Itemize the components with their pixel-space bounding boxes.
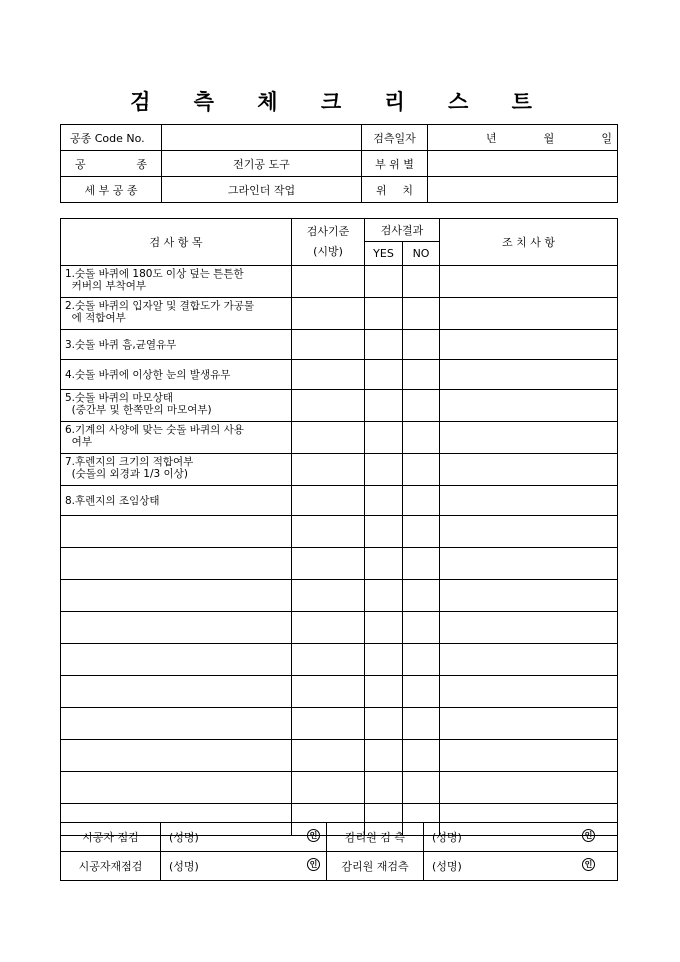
col-header-standard-2: (시방): [313, 245, 343, 258]
action-cell[interactable]: [440, 580, 618, 612]
code-no-label: 공종 Code No.: [61, 125, 162, 151]
standard-cell[interactable]: [292, 580, 365, 612]
no-cell[interactable]: [403, 390, 440, 422]
item-line-1: 2.숫돌 바퀴의 입자알 및 결합도가 가공물: [65, 300, 254, 312]
table-row: [61, 708, 618, 740]
name-label: (성명): [432, 831, 462, 844]
no-cell[interactable]: [403, 708, 440, 740]
col-header-item: 검 사 항 목: [61, 219, 292, 266]
inspection-item: [61, 580, 292, 612]
signature-table: [60, 822, 618, 881]
standard-cell[interactable]: [292, 360, 365, 390]
header-table: [60, 124, 618, 203]
action-cell[interactable]: [440, 266, 618, 298]
table-row: [61, 266, 618, 298]
action-cell[interactable]: [440, 486, 618, 516]
item-line-2: (중간부 및 한쪽만의 마모여부): [65, 404, 212, 416]
action-cell[interactable]: [440, 676, 618, 708]
table-row: [61, 298, 618, 330]
contractor-recheck-sign[interactable]: [161, 852, 327, 881]
action-cell[interactable]: [440, 516, 618, 548]
item-line-1: 1.숫돌 바퀴에 180도 이상 덮는 튼튼한: [65, 268, 244, 280]
item-line-1: 3.숫돌 바퀴 흠,균열유무: [65, 338, 177, 351]
location-field[interactable]: [428, 177, 618, 203]
supervisor-reinspect-label: 감리원 재검측: [327, 852, 424, 881]
action-cell[interactable]: [440, 548, 618, 580]
yes-cell[interactable]: [365, 422, 403, 454]
standard-cell[interactable]: [292, 266, 365, 298]
standard-cell[interactable]: [292, 612, 365, 644]
inspection-item: [61, 548, 292, 580]
month-label: 월: [543, 131, 555, 145]
standard-cell[interactable]: [292, 298, 365, 330]
no-cell[interactable]: [403, 612, 440, 644]
standard-cell[interactable]: [292, 516, 365, 548]
contractor-check-sign[interactable]: [161, 823, 327, 852]
col-header-yes: YES: [365, 242, 403, 266]
location-label-b: 치: [402, 183, 413, 197]
yes-cell[interactable]: [365, 548, 403, 580]
inspection-item: [61, 266, 292, 298]
no-cell[interactable]: [403, 580, 440, 612]
seal-icon: 인: [582, 829, 595, 842]
inspection-item: [61, 422, 292, 454]
yes-cell[interactable]: [365, 298, 403, 330]
inspection-item: [61, 516, 292, 548]
supervisor-inspect-label: 감리원 검 측: [327, 823, 424, 852]
inspection-item: [61, 644, 292, 676]
yes-cell[interactable]: [365, 740, 403, 772]
table-row: [61, 330, 618, 360]
action-cell[interactable]: [440, 772, 618, 804]
year-label: 년: [486, 131, 497, 145]
action-cell[interactable]: [440, 390, 618, 422]
code-no-field[interactable]: [162, 125, 362, 151]
detail-work-type-label: 세 부 공 종: [61, 177, 162, 203]
standard-cell[interactable]: [292, 454, 365, 486]
no-cell[interactable]: [403, 454, 440, 486]
yes-cell[interactable]: [365, 708, 403, 740]
standard-cell[interactable]: [292, 740, 365, 772]
no-cell[interactable]: [403, 772, 440, 804]
seal-icon: 인: [582, 858, 595, 871]
yes-cell[interactable]: [365, 486, 403, 516]
inspection-item: [61, 330, 292, 360]
action-cell[interactable]: [440, 422, 618, 454]
item-line-1: 5.숫돌 바퀴의 마모상태: [65, 392, 173, 404]
work-type-field[interactable]: 전기공 도구: [162, 151, 362, 177]
action-cell[interactable]: [440, 330, 618, 360]
standard-cell[interactable]: [292, 390, 365, 422]
inspection-date-field[interactable]: [428, 125, 618, 151]
inspection-item: [61, 612, 292, 644]
col-header-standard: [292, 219, 365, 266]
standard-cell[interactable]: [292, 708, 365, 740]
work-type-label: [61, 151, 162, 177]
no-cell[interactable]: [403, 330, 440, 360]
seal-icon: 인: [307, 829, 320, 842]
no-cell[interactable]: [403, 422, 440, 454]
standard-cell[interactable]: [292, 330, 365, 360]
no-cell[interactable]: [403, 486, 440, 516]
table-row: [61, 454, 618, 486]
inspection-item: [61, 298, 292, 330]
location-label-a: 위: [376, 183, 387, 197]
action-cell[interactable]: [440, 708, 618, 740]
table-row: [61, 548, 618, 580]
inspection-item: [61, 676, 292, 708]
no-cell[interactable]: [403, 740, 440, 772]
item-line-1: 6.기계의 사양에 맞는 숫돌 바퀴의 사용: [65, 424, 244, 436]
action-cell[interactable]: [440, 298, 618, 330]
standard-cell[interactable]: [292, 644, 365, 676]
page-title: 검 측 체 크 리 스 트: [130, 89, 550, 114]
inspection-rows: [61, 266, 618, 836]
col-header-standard-1: 검사기준: [306, 225, 350, 238]
inspection-table: [60, 218, 618, 836]
inspection-date-label: 검측일자: [362, 125, 428, 151]
detail-work-type-field[interactable]: 그라인더 작업: [162, 177, 362, 203]
item-line-1: 4.숫돌 바퀴에 이상한 눈의 발생유무: [65, 368, 231, 381]
yes-cell[interactable]: [365, 612, 403, 644]
col-header-action: 조 치 사 항: [440, 219, 618, 266]
inspection-item: [61, 708, 292, 740]
standard-cell[interactable]: [292, 422, 365, 454]
day-label: 일: [601, 131, 612, 145]
work-type-label-a: 공: [75, 157, 86, 171]
inspection-item: [61, 360, 292, 390]
section-field[interactable]: [428, 151, 618, 177]
table-row: [61, 580, 618, 612]
name-label: (성명): [169, 831, 199, 844]
table-row: [61, 676, 618, 708]
item-line-2: 여부: [65, 436, 92, 448]
standard-cell[interactable]: [292, 548, 365, 580]
col-header-no: NO: [403, 242, 440, 266]
table-row: [61, 422, 618, 454]
action-cell[interactable]: [440, 454, 618, 486]
item-line-2: (숫돌의 외경과 1/3 이상): [65, 468, 188, 480]
action-cell[interactable]: [440, 612, 618, 644]
table-row: [61, 390, 618, 422]
table-row: [61, 486, 618, 516]
item-line-1: 8.후렌지의 조임상태: [65, 494, 160, 507]
work-type-label-b: 종: [136, 157, 147, 171]
item-line-2: 커버의 부착여부: [65, 280, 147, 292]
col-header-result: 검사결과: [365, 219, 440, 242]
table-row: [61, 772, 618, 804]
name-label: (성명): [169, 860, 199, 873]
contractor-check-label: 시공자 점검: [61, 823, 161, 852]
yes-cell[interactable]: [365, 454, 403, 486]
seal-icon: 인: [307, 858, 320, 871]
inspection-item: [61, 454, 292, 486]
yes-cell[interactable]: [365, 390, 403, 422]
inspection-item: [61, 772, 292, 804]
no-cell[interactable]: [403, 516, 440, 548]
no-cell[interactable]: [403, 676, 440, 708]
action-cell[interactable]: [440, 360, 618, 390]
table-row: [61, 612, 618, 644]
yes-cell[interactable]: [365, 360, 403, 390]
item-line-1: 7.후렌지의 크기의 적합여부: [65, 456, 194, 468]
action-cell[interactable]: [440, 740, 618, 772]
item-line-2: 에 적합여부: [65, 312, 126, 324]
yes-cell[interactable]: [365, 644, 403, 676]
standard-cell[interactable]: [292, 486, 365, 516]
yes-cell[interactable]: [365, 266, 403, 298]
standard-cell[interactable]: [292, 676, 365, 708]
inspection-item: [61, 740, 292, 772]
table-row: [61, 516, 618, 548]
contractor-recheck-label: 시공자재점검: [61, 852, 161, 881]
no-cell[interactable]: [403, 644, 440, 676]
yes-cell[interactable]: [365, 676, 403, 708]
inspection-item: [61, 486, 292, 516]
section-label: 부 위 별: [362, 151, 428, 177]
location-label: [362, 177, 428, 203]
name-label: (성명): [432, 860, 462, 873]
no-cell[interactable]: [403, 548, 440, 580]
no-cell[interactable]: [403, 360, 440, 390]
no-cell[interactable]: [403, 266, 440, 298]
table-row: [61, 740, 618, 772]
yes-cell[interactable]: [365, 516, 403, 548]
supervisor-inspect-sign[interactable]: [424, 823, 618, 852]
yes-cell[interactable]: [365, 580, 403, 612]
inspection-item: [61, 390, 292, 422]
standard-cell[interactable]: [292, 772, 365, 804]
action-cell[interactable]: [440, 644, 618, 676]
yes-cell[interactable]: [365, 772, 403, 804]
table-row: [61, 360, 618, 390]
supervisor-reinspect-sign[interactable]: [424, 852, 618, 881]
table-row: [61, 644, 618, 676]
yes-cell[interactable]: [365, 330, 403, 360]
no-cell[interactable]: [403, 298, 440, 330]
